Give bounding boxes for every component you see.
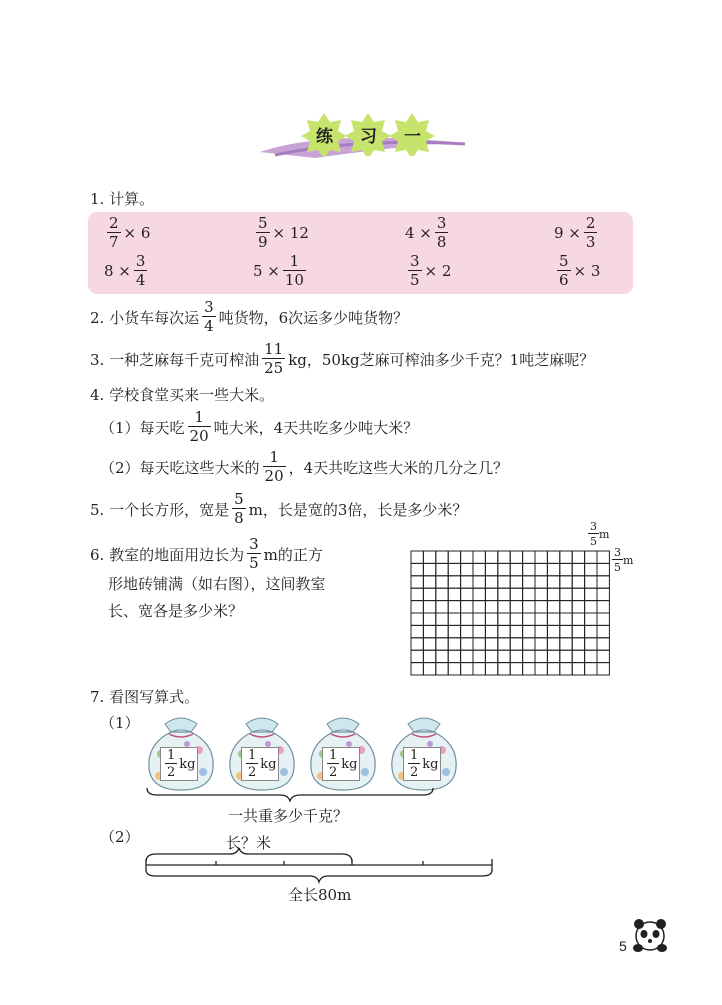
floor-tile: [448, 613, 460, 625]
floor-tile: [411, 613, 423, 625]
floor-tile: [560, 563, 572, 575]
floor-tile: [473, 563, 485, 575]
floor-tile: [547, 588, 559, 600]
floor-tile: [585, 563, 597, 575]
floor-tile: [535, 551, 547, 563]
floor-tile: [461, 650, 473, 662]
floor-tile: [597, 588, 609, 600]
floor-tile: [560, 625, 572, 637]
floor-tile: [461, 588, 473, 600]
floor-tile: [436, 638, 448, 650]
floor-tile: [423, 576, 435, 588]
floor-tile: [448, 625, 460, 637]
floor-tile: [461, 601, 473, 613]
floor-tile: [597, 563, 609, 575]
floor-tile: [461, 625, 473, 637]
calc-item: 5 × $\frac{1}{10}$: [253, 252, 304, 289]
floor-tile: [585, 663, 597, 675]
rice-bag: [224, 710, 300, 792]
floor-tile: [436, 663, 448, 675]
floor-tile: [411, 601, 423, 613]
floor-tile: [461, 576, 473, 588]
floor-tile: [473, 638, 485, 650]
floor-tile: [461, 638, 473, 650]
floor-tile: [585, 551, 597, 563]
floor-tile: [560, 588, 572, 600]
floor-tile: [510, 625, 522, 637]
floor-tile: [485, 663, 497, 675]
floor-tile: [523, 601, 535, 613]
floor-tile: [498, 551, 510, 563]
floor-tile: [510, 563, 522, 575]
floor-tile: [473, 663, 485, 675]
floor-tile: [535, 650, 547, 662]
floor-tile: [423, 588, 435, 600]
floor-tile: [436, 625, 448, 637]
floor-tile: [485, 563, 497, 575]
floor-tile: [448, 588, 460, 600]
calc-item: $\frac{5}{6}$ × 3: [559, 252, 601, 289]
floor-tile: [473, 613, 485, 625]
calc-item: 9 × $\frac{2}{3}$: [554, 214, 596, 251]
floor-tile: [510, 588, 522, 600]
floor-tile: [547, 613, 559, 625]
floor-tile: [473, 601, 485, 613]
floor-tile: [535, 588, 547, 600]
floor-tile: [485, 650, 497, 662]
floor-tile: [411, 650, 423, 662]
segment-diagram: [140, 848, 500, 884]
q7-top-label: 长？米: [226, 834, 272, 852]
floor-tile: [585, 625, 597, 637]
floor-tile: [510, 663, 522, 675]
q4-label: 4. 学校食堂买来一些大米。: [90, 386, 275, 404]
bag-row: [143, 710, 443, 795]
floor-tile: [411, 563, 423, 575]
floor-tile: [523, 650, 535, 662]
floor-tile: [498, 601, 510, 613]
floor-tile: [485, 625, 497, 637]
floor-tile: [423, 663, 435, 675]
calc-item: 8 × $\frac{3}{4}$: [104, 252, 146, 289]
floor-tile: [523, 613, 535, 625]
floor-tile: [461, 613, 473, 625]
floor-tile: [572, 625, 584, 637]
floor-tile: [411, 638, 423, 650]
rice-bag: [386, 710, 462, 792]
floor-tile: [585, 576, 597, 588]
floor-tile: [423, 613, 435, 625]
floor-tile: [448, 663, 460, 675]
floor-tile: [411, 663, 423, 675]
q7-label: 7. 看图写算式。: [90, 688, 200, 706]
floor-tile: [436, 563, 448, 575]
floor-tile: [436, 613, 448, 625]
floor-tile: [535, 576, 547, 588]
floor-tile: [547, 638, 559, 650]
floor-tile: [510, 638, 522, 650]
floor-tile: [423, 563, 435, 575]
floor-tile: [436, 601, 448, 613]
floor-tile: [535, 613, 547, 625]
q7-part1: （1）: [100, 714, 140, 732]
floor-tile: [585, 613, 597, 625]
floor-tile: [572, 563, 584, 575]
floor-tile: [448, 601, 460, 613]
floor-tile: [436, 650, 448, 662]
calc-item: $\frac{3}{5}$ × 2: [410, 252, 452, 289]
floor-tile: [547, 563, 559, 575]
floor-tile: [423, 551, 435, 563]
floor-tile: [411, 576, 423, 588]
floor-tile: [547, 625, 559, 637]
floor-tile: [485, 601, 497, 613]
floor-tile: [572, 588, 584, 600]
floor-tile: [523, 625, 535, 637]
floor-tile: [523, 576, 535, 588]
floor-tile: [597, 638, 609, 650]
q2: 2. 小货车每次运 $\frac{3}{4}$ 吨货物，6次运多少吨货物？: [90, 298, 409, 335]
floor-tile: [572, 576, 584, 588]
q7-question1: 一共重多少千克？: [228, 807, 349, 825]
floor-tile: [510, 650, 522, 662]
page-number: 5: [619, 938, 627, 954]
calc-box: [88, 212, 633, 294]
bag-weight-label: $\frac{1}{2}$ kg: [403, 747, 441, 781]
floor-tile: [473, 625, 485, 637]
floor-tile: [560, 551, 572, 563]
floor-tile: [461, 551, 473, 563]
floor-tile: [498, 613, 510, 625]
floor-tile: [436, 551, 448, 563]
floor-tile: [411, 625, 423, 637]
rice-bag: [143, 710, 219, 792]
floor-tile: [498, 625, 510, 637]
floor-tile: [547, 551, 559, 563]
floor-tile: [572, 650, 584, 662]
floor-tile: [560, 613, 572, 625]
floor-tile: [411, 588, 423, 600]
floor-tile: [510, 551, 522, 563]
floor-tile: [523, 551, 535, 563]
q4-sub1: （1）每天吃 $\frac{1}{20}$ 吨大米，4天共吃多少吨大米？: [100, 408, 419, 445]
floor-tile: [560, 576, 572, 588]
floor-tile: [423, 638, 435, 650]
tile-grid: [410, 550, 610, 690]
floor-tile: [448, 638, 460, 650]
floor-tile: [597, 551, 609, 563]
floor-tile: [547, 576, 559, 588]
floor-tile: [560, 601, 572, 613]
floor-tile: [523, 563, 535, 575]
floor-tile: [485, 576, 497, 588]
floor-tile: [523, 663, 535, 675]
panda-icon: [632, 916, 668, 954]
q6-line1: 6. 教室的地面用边长为 $\frac{3}{5}$ m的正方: [90, 535, 323, 572]
q3: 3. 一种芝麻每千克可榨油 $\frac{11}{25}$ kg，50kg芝麻可榨油多少千克？1吨芝麻呢？: [90, 340, 595, 377]
q4-sub2: （2）每天吃这些大米的 $\frac{1}{20}$ ，4天共吃这些大米的几分之几？: [100, 448, 509, 485]
floor-tile: [485, 588, 497, 600]
floor-tile: [485, 613, 497, 625]
floor-tile: [560, 650, 572, 662]
floor-tile: [560, 638, 572, 650]
q6-dim-top: $\frac{3}{5}$ m: [590, 520, 610, 548]
floor-tile: [461, 663, 473, 675]
floor-tile: [572, 551, 584, 563]
q6-dim-right: $\frac{3}{5}$ m: [614, 546, 634, 574]
floor-tile: [423, 601, 435, 613]
floor-tile: [597, 576, 609, 588]
q7-part2: （2）: [100, 828, 140, 846]
floor-tile: [448, 650, 460, 662]
floor-tile: [485, 551, 497, 563]
floor-tile: [535, 638, 547, 650]
bag-weight-label: $\frac{1}{2}$ kg: [160, 747, 198, 781]
floor-tile: [473, 551, 485, 563]
title-char-3: 一: [404, 127, 421, 147]
floor-tile: [423, 625, 435, 637]
bag-weight-label: $\frac{1}{2}$ kg: [241, 747, 279, 781]
floor-tile: [585, 601, 597, 613]
floor-tile: [597, 650, 609, 662]
floor-tile: [597, 625, 609, 637]
floor-tile: [547, 650, 559, 662]
floor-tile: [498, 576, 510, 588]
floor-tile: [523, 588, 535, 600]
q1-label: 1. 计算。: [90, 190, 155, 208]
floor-tile: [535, 625, 547, 637]
floor-tile: [448, 576, 460, 588]
floor-tile: [572, 663, 584, 675]
bag-weight-label: $\frac{1}{2}$ kg: [322, 747, 360, 781]
title-char-1: 练: [316, 127, 333, 147]
floor-tile: [411, 551, 423, 563]
floor-tile: [461, 563, 473, 575]
floor-tile: [498, 588, 510, 600]
floor-tile: [473, 576, 485, 588]
floor-tile: [535, 601, 547, 613]
floor-tile: [498, 563, 510, 575]
floor-tile: [597, 613, 609, 625]
floor-tile: [597, 601, 609, 613]
floor-tile: [510, 601, 522, 613]
floor-tile: [547, 663, 559, 675]
floor-tile: [572, 638, 584, 650]
floor-tile: [585, 638, 597, 650]
floor-tile: [547, 601, 559, 613]
floor-tile: [498, 650, 510, 662]
floor-tile: [510, 613, 522, 625]
floor-tile: [572, 601, 584, 613]
floor-tile: [585, 650, 597, 662]
q5: 5. 一个长方形，宽是 $\frac{5}{8}$ m，长是宽的3倍，长是多少米？: [90, 490, 468, 527]
floor-tile: [535, 663, 547, 675]
floor-tile: [448, 563, 460, 575]
floor-tile: [572, 613, 584, 625]
q7-bottom-label: 全长80m: [288, 886, 352, 904]
floor-tile: [510, 576, 522, 588]
floor-tile: [535, 563, 547, 575]
rice-bag: [305, 710, 381, 792]
floor-tile: [473, 650, 485, 662]
floor-tile: [560, 663, 572, 675]
floor-tile: [485, 638, 497, 650]
floor-tile: [473, 588, 485, 600]
floor-tile: [448, 551, 460, 563]
floor-tile: [436, 588, 448, 600]
calc-item: $\frac{5}{9}$ × 12: [258, 214, 309, 251]
floor-tile: [498, 638, 510, 650]
total-brace: [145, 786, 435, 802]
title-char-2: 习: [360, 127, 377, 147]
floor-tile: [597, 663, 609, 675]
floor-tile: [498, 663, 510, 675]
calc-item: $\frac{2}{7}$ × 6: [109, 214, 151, 251]
q6-line2: 形地砖铺满（如右图），这间教室: [108, 575, 326, 593]
q6-line3: 长、宽各是多少米？: [108, 602, 244, 620]
floor-tile: [436, 576, 448, 588]
floor-tile: [423, 650, 435, 662]
floor-tile: [523, 638, 535, 650]
floor-tile: [585, 588, 597, 600]
calc-item: 4 × $\frac{3}{8}$: [405, 214, 447, 251]
